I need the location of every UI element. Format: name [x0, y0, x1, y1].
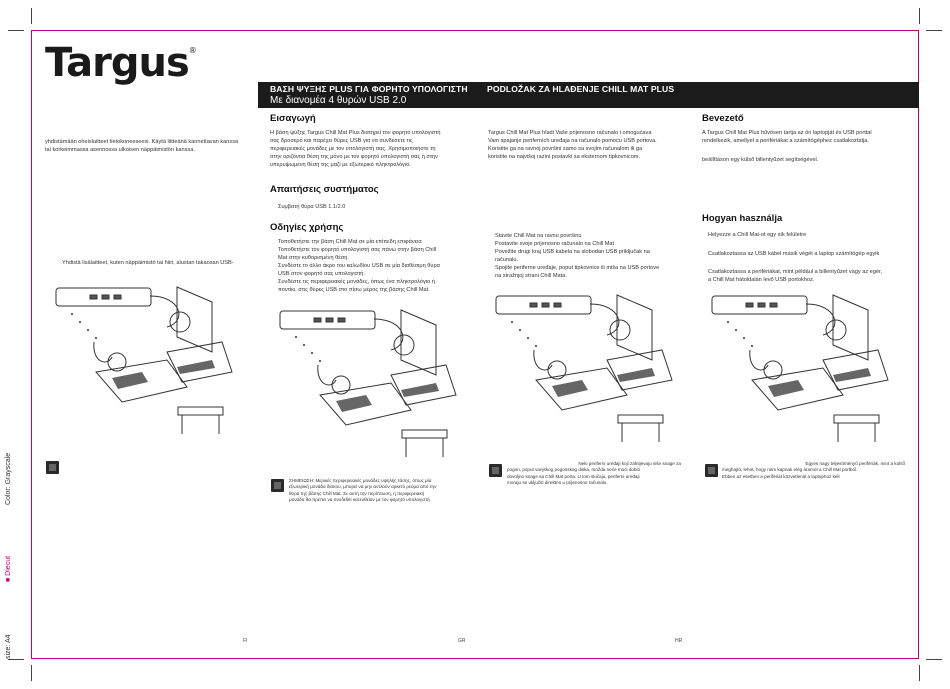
fi-paragraph-1: yhdistämään oheislaitteet tietokoneeseesi. Käytä liitteänä kannettavan kanssa tai korkeimmassa asennossa ulkoisen näppäimistön kanssa.: [45, 139, 239, 153]
hr-step-line: Postavite svoje prijenosno računalo na Chill Mat: [495, 241, 615, 247]
hr-step-line: Povežite drugi kraj USB kabela na slobodan USB priključak na: [495, 249, 650, 255]
note-icon: [705, 464, 718, 477]
gr-folio: GR: [458, 638, 466, 644]
hu-intro-heading: Bevezető: [702, 113, 744, 124]
crop-mark: [926, 30, 942, 31]
crop-mark: [8, 659, 24, 660]
logo-text: Targus: [45, 40, 189, 86]
crop-mark: [919, 8, 920, 24]
trademark: ®: [188, 46, 196, 55]
gr-note: [289, 478, 465, 504]
hr-note-line: dovoljno snage sa Chill Mat porta. U tom slučaju, periferni uređaji: [507, 473, 640, 479]
gr-guide-steps: [278, 238, 478, 294]
chill-mat-illustration-gr: [276, 305, 461, 465]
crop-mark: [8, 30, 24, 31]
note-icon: [271, 479, 284, 492]
gr-requirements-heading: Απαιτήσεις συστήματος: [270, 184, 379, 195]
hr-intro-line: koristite na najvišoj razini postavki sa eksternom tipkovnicom.: [488, 154, 641, 160]
gr-intro-line: σας δροσερό και παρέχει θύρες USB για να συνδέσετε τις: [270, 138, 413, 144]
chill-mat-illustration-hu: [708, 290, 893, 450]
gr-requirement-item: Συμβατή θύρα USB 1.1/2.0: [278, 204, 346, 210]
hu-step-line: Csatlakoztassa a perifériákat, mint például a billentyűzet vagy az egér,: [708, 269, 883, 275]
gr-intro-line: Η βάση ψύξης Targus Chill Mat Plus διατηρεί τον φορητό υπολογιστή: [270, 130, 441, 136]
hr-intro-line: Targus Chill Mat Plus hladi Vaše prijenosno računalo i omogućava: [488, 130, 652, 136]
gr-intro-text: [270, 129, 480, 169]
gr-guide-heading: Οδηγίες χρήσης: [270, 222, 344, 233]
hr-folio: HR: [675, 638, 683, 644]
hu-step-2: Csatlakoztassa az USB kábel másik végét a laptop számítógép egyik: [708, 251, 880, 257]
gr-subtitle: Με διανομέα 4 θυρών USB 2.0: [270, 95, 407, 106]
gr-note-line: εξωτερική μονάδα δίσκου, μπορεί να μην αντλούν αρκετό ρεύμα από την: [289, 484, 437, 490]
color-mark: Color: Grayscale: [5, 452, 12, 505]
hu-use-heading: Hogyan használja: [702, 213, 783, 224]
chill-mat-illustration-hr: [492, 290, 677, 450]
hu-intro-tail: beállításon egy külső billentyűzet segítségével.: [702, 157, 819, 163]
hr-step-line: Spojite periferne uređaje, poput tipkovnice ili miša na USB portove: [495, 265, 660, 271]
hu-step-line: a Chill Mat hátoldalán levő USB portokhoz.: [708, 277, 815, 283]
hu-intro-text: [702, 129, 912, 145]
hr-note-line: moraju se uključiti direktno u prijenosno računalo.: [507, 480, 608, 486]
hu-note-line: meghajtó, lehet, hogy nem kapnak elég áramot a Chill Mat portból.: [722, 467, 858, 473]
gr-intro-line: περιφερειακές μονάδες με τον υπολογιστή σας. Χρησιμοποιήστε τη: [270, 146, 436, 152]
gr-note-line: θύρα της βάσης Chill Mat. Σε αυτή την περίπτωση, η περιφερειακή: [289, 490, 425, 496]
fi-paragraph-2: Yhdistä lisälaitteet, kuten näppäimistö tai hiiri, alustan takaosan USB-: [62, 260, 234, 266]
hu-intro-line: A Targus Chill Mat Plus hűvösen tartja az ön laptopját és USB porttal: [702, 130, 872, 136]
note-icon: [46, 461, 59, 474]
hr-note-line: pogon, poput vanjskog pogonskog diska, možda neće moći dobiti: [507, 467, 640, 473]
gr-intro-heading: Εισαγωγή: [270, 113, 316, 124]
hu-note: [722, 461, 905, 480]
crop-mark: [31, 665, 32, 681]
gr-guide-line: USB στον φορητό σας υπολογιστή.: [278, 271, 365, 277]
hr-intro-line: Koristite ga na ravnoj površini samo sa svojim računalom ili ga: [488, 146, 643, 152]
diecut-label: Diecut: [5, 555, 12, 576]
gr-note-line: μονάδα θα πρέπει να συνδεθεί κατευθείαν με τον φορητό υπολογιστή.: [289, 497, 431, 503]
hr-step-line: Stavite Chill Mat na ravnu površinu: [495, 233, 582, 239]
gr-intro-line: υπερυψωμένη θέση της μαζί με εξωτερικό πληκτρολόγιο.: [270, 162, 411, 168]
gr-guide-line: Τοποθετήστε τον φορητό υπολογιστή σας πάνω στην βάση Chill: [278, 247, 437, 253]
note-icon: [489, 464, 502, 477]
hr-intro-line: Vam spajanje periferních uređaja na računalo pomoću USB portova.: [488, 138, 657, 144]
crop-mark: [919, 665, 920, 681]
diecut-mark: ■ Diecut: [5, 555, 12, 582]
hr-intro-text: [488, 129, 688, 161]
hu-step-3: [708, 268, 913, 284]
chill-mat-illustration-fi: [52, 282, 237, 442]
gr-guide-line: Συνδέστε τις περιφερειακές μονάδες, όπως ένα πληκτρολόγιο ή: [278, 279, 435, 285]
fi-folio: FI: [243, 638, 248, 644]
gr-guide-line: Mat στην κυθορισμένη θέση.: [278, 255, 349, 261]
hu-intro-line: rendelkezik, amellyel a perifériákat a számítógéphez csatlakoztatja.: [702, 138, 869, 144]
gr-guide-line: Συνδέστε το άλλο άκρο του καλωδίου USB σε μία διαθέσιμη θύρα: [278, 263, 440, 269]
hr-step-line: na stražnjoj strani Chill Mata.: [495, 273, 567, 279]
hr-steps: [495, 232, 690, 280]
targus-logo: [45, 40, 196, 86]
crop-mark: [926, 659, 942, 660]
size-mark: size: A4: [5, 634, 12, 659]
hu-note-line: Ebben az esetben a perifériát közvetlenül a laptophoz kell: [722, 473, 840, 479]
gr-intro-line: στην οριζόντια θέση της μόνο με τον φορητό υπολογιστή σας ή στην: [270, 154, 438, 160]
gr-guide-line: Τοποθετήστε την βάση Chill Mat σε μία επίπεδη επιφάνεια: [278, 239, 422, 245]
crop-mark: [31, 8, 32, 24]
hu-note-line: Egyes nagy teljesítményű perifériák, mint a külső: [805, 461, 905, 466]
hr-step-line: računalu.: [495, 257, 519, 263]
hr-note-line: Neki periferni uređaji koji zahtijevaju više snage za: [578, 461, 681, 466]
gr-title: ΒΑΣΗ ΨΥΞΗΣ PLUS ΓΙΑ ΦΟΡΗΤΟ ΥΠΟΛΟΓΙΣΤΗ: [270, 84, 468, 94]
gr-guide-line: ποντίκι, στις θύρες USB στο πίσω μέρος της βάσης Chill Mat.: [278, 287, 430, 293]
hr-note: [507, 461, 681, 487]
gr-note-line: ΣΗΜΕΙΩΣΗ: Μερικές περιφερειακές μονάδες υψηλής τάσης, όπως μία: [289, 478, 432, 483]
hr-title: PODLOŽAK ZA HLAĐENJE CHILL MAT PLUS: [487, 84, 675, 94]
hu-step-1: Helyezze a Chill Mat-ot egy sík felületre: [708, 232, 807, 238]
